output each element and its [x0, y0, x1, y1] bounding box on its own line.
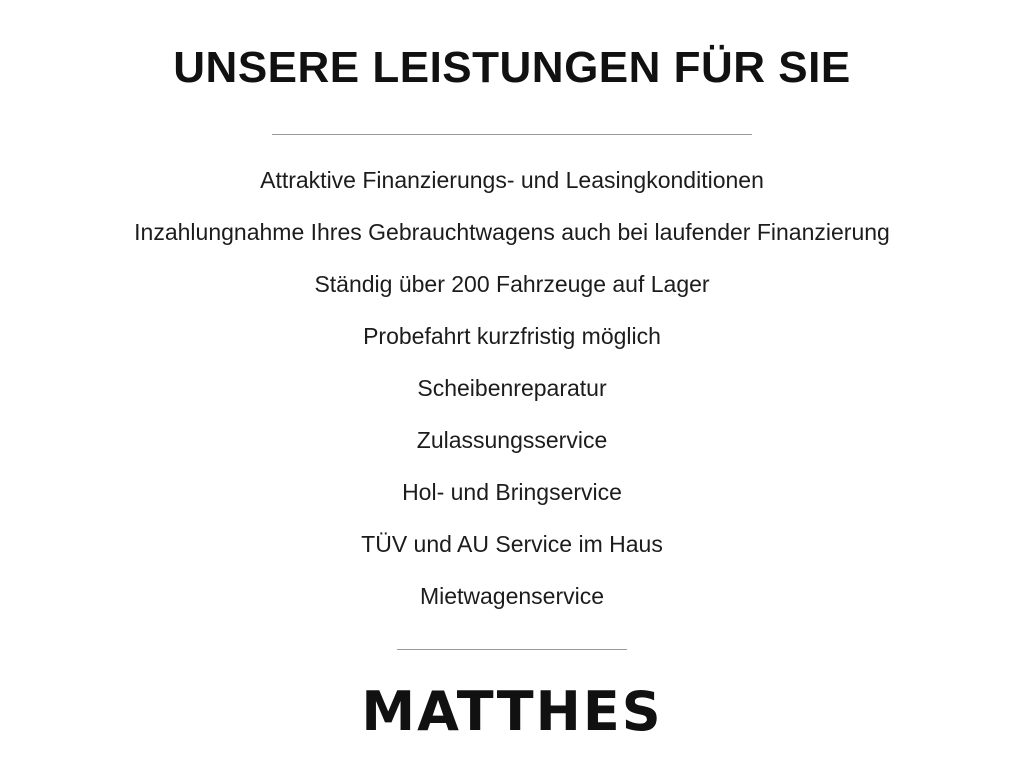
divider-top [272, 134, 752, 135]
services-list [0, 169, 1024, 637]
list-item: Zulassungsservice [416, 427, 608, 454]
list-item: Scheibenreparatur [417, 375, 607, 402]
list-item: Mietwagenservice [419, 583, 605, 610]
brand-logo: MATTHES [361, 680, 663, 744]
page-title: UNSERE LEISTUNGEN FÜR SIE [173, 43, 851, 92]
list-item: Ständig über 200 Fahrzeuge auf Lager [314, 271, 710, 298]
list-item: Probefahrt kurzfristig möglich [363, 323, 661, 350]
list-item: Attraktive Finanzierungs- und Leasingkonditionen [260, 167, 764, 194]
divider-bottom [397, 649, 627, 650]
list-item: Hol- und Bringservice [402, 479, 622, 506]
list-item: TÜV und AU Service im Haus [361, 531, 663, 558]
list-item: Inzahlungnahme Ihres Gebrauchtwagens auch bei laufender Finanzierung [134, 219, 890, 246]
